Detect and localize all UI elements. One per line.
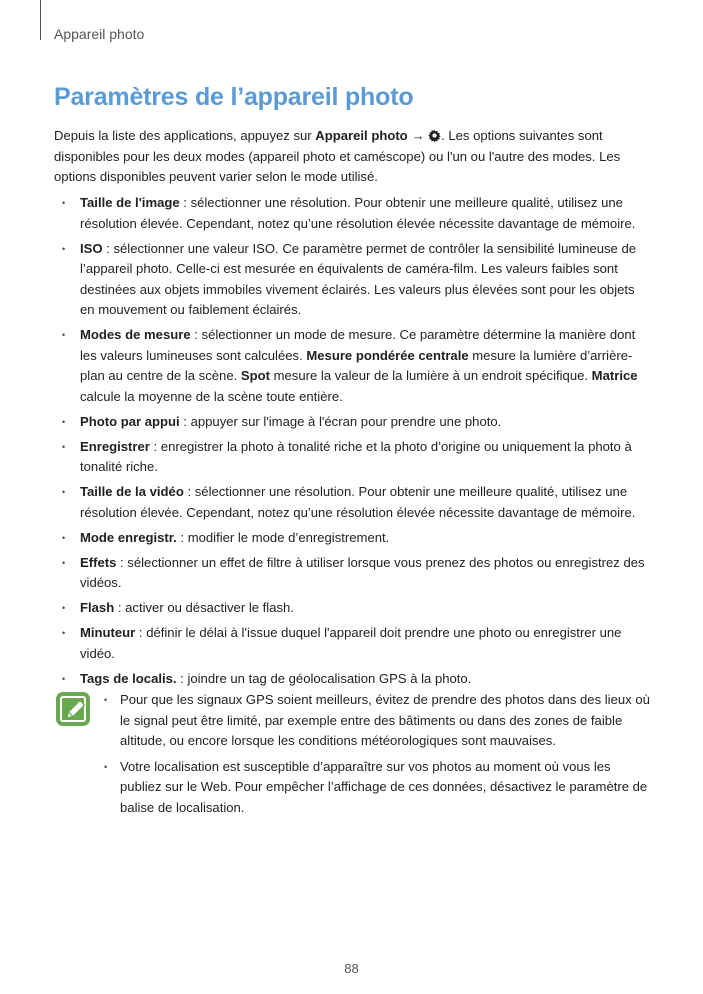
option-term: Enregistrer: [80, 438, 150, 454]
notes-list: [100, 690, 652, 823]
option-description: mesure la valeur de la lumière à un endroit spécifique.: [269, 368, 592, 383]
header-rule: [40, 0, 41, 40]
option-term: Flash: [80, 600, 115, 615]
intro-app-name: Appareil photo: [315, 128, 408, 143]
option-description: : activer ou désactiver le flash.: [114, 600, 294, 615]
option-description: : enregistrer la photo à tonalité riche et la photo d’origine ou uniquement la photo à tonalité riche.: [80, 438, 632, 474]
list-item: [54, 412, 652, 433]
intro-paragraph: [54, 126, 654, 188]
intro-arrow: →: [407, 128, 429, 143]
list-item: [54, 437, 652, 478]
option-term: Taille de la vidéo: [80, 484, 184, 499]
option-description: : modifier le mode d’enregistrement.: [176, 529, 390, 545]
option-term: Photo par appui: [80, 413, 180, 429]
option-subterm: Spot: [240, 368, 270, 383]
option-subterm: Matrice: [591, 368, 638, 383]
note-pencil-icon: [55, 691, 91, 727]
option-description: : sélectionner une résolution. Pour obtenir une meilleure qualité, utilisez une résolution élevée. Cependant, notez qu’une résolution élevée nécessite davantage de mémoire.: [80, 195, 636, 231]
intro-text-1: Depuis la liste des applications, appuyez sur: [54, 128, 316, 143]
page-number: 88: [344, 961, 359, 976]
list-item: [54, 482, 652, 523]
list-item: [54, 239, 652, 321]
option-description: : appuyer sur l'image à l'écran pour prendre une photo.: [179, 413, 502, 429]
option-description: : sélectionner un effet de filtre à utiliser lorsque vous prenez des photos ou enregistrez des vidéos.: [80, 554, 645, 590]
option-term: Modes de mesure: [80, 327, 191, 342]
option-description: : sélectionner une valeur ISO. Ce paramètre permet de contrôler la sensibilité lumineuse de l’appareil photo. Celle-ci est mesurée en équivalents de caméra-film. Les valeurs faibles sont destinées aux objets immobiles vivement éclairés. Les valeurs plus élevées sont pour les objets en mouvement ou faiblement éclairés.: [80, 240, 637, 317]
list-item: [54, 598, 652, 619]
option-description: mesure la lumière d’arrière-plan au centre de la scène.: [80, 347, 633, 383]
option-subterm: Mesure pondérée centrale: [306, 347, 469, 363]
option-description: : sélectionner un mode de mesure. Ce paramètre détermine la manière dont les valeurs lumineuses sont calculées.: [80, 327, 636, 363]
option-description: : joindre un tag de géolocalisation GPS à la photo.: [176, 670, 472, 686]
page-title: Paramètres de l’appareil photo: [54, 83, 414, 111]
list-item: [54, 669, 652, 690]
list-item: [54, 623, 652, 664]
intro-text-2: . Les options suivantes sont disponibles pour les deux modes (appareil photo et caméscope) ou l'un ou l'autre des modes. Les options disponibles peuvent varier selon le mode utilisé.: [54, 128, 621, 184]
option-description: calcule la moyenne de la scène toute entière.: [80, 388, 343, 404]
options-list: [54, 193, 652, 694]
option-term: Effets: [80, 554, 117, 570]
gear-icon: [428, 129, 441, 142]
option-description: : sélectionner une résolution. Pour obtenir une meilleure qualité, utilisez une résolution élevée. Cependant, notez qu’une résolution élevée nécessite davantage de mémoire.: [80, 484, 636, 520]
running-header: Appareil photo: [54, 26, 145, 42]
option-term: Minuteur: [80, 625, 136, 640]
list-item: [54, 325, 652, 407]
list-item: [54, 193, 652, 234]
option-description: : définir le délai à l'issue duquel l'appareil doit prendre une photo ou enregistrer une vidéo.: [80, 625, 622, 661]
note-item: • Pour que les signaux GPS soient meilleurs, évitez de prendre des photos dans des lieux où le signal peut être limité, par exemple entre des bâtiments ou dans des zones de faible altitude, ou encore lorsque les conditions météorologiques sont mauvaises.: [100, 690, 652, 752]
option-term: Mode enregistr.: [80, 529, 177, 545]
list-item: [54, 553, 652, 594]
option-term: ISO: [80, 240, 103, 256]
option-term: Taille de l'image: [80, 195, 180, 210]
list-item: [54, 528, 652, 549]
note-item: • Votre localisation est susceptible d’apparaître sur vos photos au moment où vous les publiez sur le Web. Pour empêcher l’affichage de ces données, désactivez le paramètre de balise de localisation.: [100, 757, 652, 819]
option-term: Tags de localis.: [80, 670, 177, 686]
